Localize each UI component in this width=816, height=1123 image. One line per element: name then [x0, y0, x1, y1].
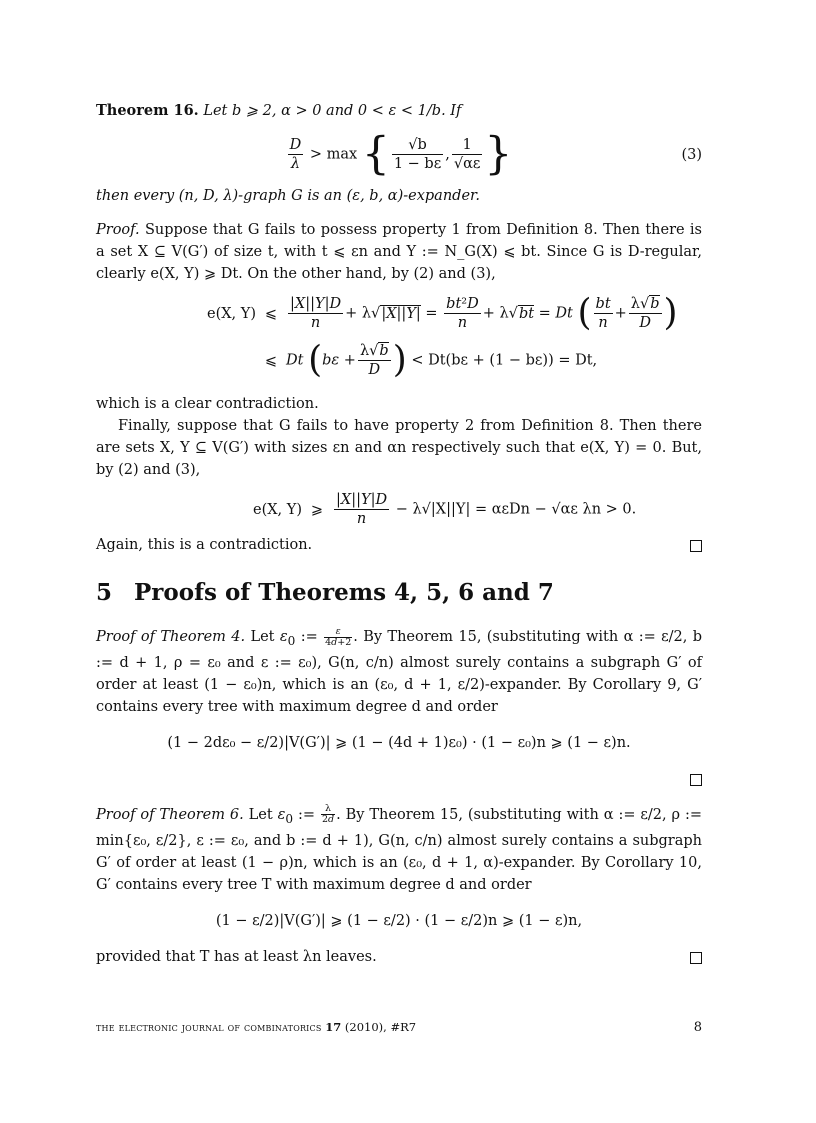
display-1-line-1: $\frac{|X||Y|D}{n}$ + λ√|X||Y| = $\frac{\text{bt²D}}{n}$ + λ√bt = Dt ( $\frac{bt}{n}$ + $\frac{\lambda√b}{D}$ ) — [290, 292, 678, 334]
proof-4-paragraph: Proof of Theorem 4. Let $\varepsilon_0$ := $\frac{\varepsilon}{4d+2}$ . By Theorem 15, (substituting with α := ε/2, b := d + 1, ρ = ε₀ and ε := ε₀), G(n, c/n) almost surely contains a subgraph G′ of order at least (1 − ε₀)n, which is an (ε₀, d + 1, ε/2)-expander. By Corollary 9, G′ contains every tree with maximum degree d and order — [96, 625, 702, 715]
proof-6-paragraph: Proof of Theorem 6. Let $\varepsilon_0$ := $\frac{\lambda}{2d}$ . By Theorem 15, (substituting with α := ε/2, ρ := min{ε₀, ε/2}, ε := ε₀, and b := d + 1), G(n, c/n) almost surely contains a subgraph G′ of order at least (1 − ρ)n, which is an (ε₀, d + 1, α)-expander. By Corollary 10, G′ contains every tree T with maximum degree d and order — [96, 803, 702, 893]
page-body — [96, 100, 702, 968]
footer-journal: the electronic journal of combinatorics — [96, 1020, 322, 1034]
footer-year-article: (2010), #R7 — [344, 1020, 417, 1034]
proof-16-display-2: e(X, Y) ⩾ $\frac{|X||Y|D}{n}$ − λ√|X||Y| = αεDn − √αε λn > 0. — [192, 491, 702, 528]
section-heading — [96, 579, 702, 606]
display-1-line-2: Dt (bε + $\frac{\lambda√b}{D}$ ) < Dt(bε + (1 − bε)) = Dt, — [286, 339, 598, 381]
qed-symbol — [690, 952, 702, 964]
page-footer — [96, 1020, 702, 1034]
page-number: 8 — [693, 1020, 702, 1035]
proof-6-display: (1 − ε/2)|V(G′)| ⩾ (1 − ε/2) · (1 − ε/2)n ⩾ (1 − ε)n, — [215, 912, 583, 929]
proof-16-display-1: e(X, Y) ⩽ $\frac{|X||Y|D}{n}$ + λ√|X||Y| = $\frac{\text{bt²D}}{n}$ + λ√bt = Dt ( $\frac{bt}{n}$ + $\frac{\lambda√b}{D}$ ) ⩽ Dt (bε + $\frac{\lambda√b}{D}$ ) < Dt(bε + (1 − bε)) = Dt, — [146, 295, 702, 379]
proof-label: Proof. — [96, 222, 140, 238]
eq3-lhs-fraction: $\frac{D}{\lambda}$ — [289, 137, 302, 172]
qed-symbol — [690, 540, 702, 552]
eq3-fraction-2: $\frac{1}{√\alpha\varepsilon}$ — [453, 137, 481, 172]
proof-16-paragraph-1: Proof. Suppose that G fails to possess property 1 from Definition 8. Then there is a set X ⊆ V(G′) of size t, with t ⩽ εn and Y := N_G(X) ⩽ bt. Since G is D-regular, clearly e(X, Y) ⩾ Dt. On the other hand, by (2) and (3), — [96, 222, 702, 282]
footer-volume: 17 — [325, 1020, 342, 1034]
eq3-relation: > max — [309, 146, 358, 163]
theorem-statement: Let b ⩾ 2, α > 0 and 0 < ε < 1/b. If — [203, 103, 462, 119]
theorem-label: Theorem 16. — [96, 102, 199, 119]
eq3-fraction-1: $\frac{√b}{1 - b\varepsilon}$ — [393, 137, 442, 172]
proof-4-end — [96, 768, 702, 790]
qed-symbol — [690, 774, 702, 786]
theorem-conclusion: then every (n, D, λ)-graph G is an (ε, b, α)-expander. — [96, 188, 480, 204]
proof-16-paragraph-2: Finally, suppose that G fails to have property 2 from Definition 8. Then there are sets X, Y ⊆ V(G′) with sizes εn and αn respectively such that e(X, Y) = 0. But, by (2) and (3), — [96, 418, 702, 478]
equation-number: (3) — [681, 146, 702, 163]
section-number: 5 — [96, 579, 113, 606]
proof-16-after-1: which is a clear contradiction. — [96, 396, 319, 412]
display-2-line: $\frac{|X||Y|D}{n}$ − λ√|X||Y| = αεDn − √αε λn > 0. — [336, 492, 637, 527]
proof-6-label: Proof of Theorem 6. — [96, 806, 244, 823]
proof-4-display: (1 − 2dε₀ − ε/2)|V(G′)| ⩾ (1 − (4d + 1)ε₀) · (1 − ε₀)n ⩾ (1 − ε)n. — [167, 734, 631, 751]
equation-3: $\frac{D}{\lambda}$ > max { $\frac{√b}{1 - b\varepsilon}$ , $\frac{1}{√\alpha\varepsilon}$ } (3) — [289, 128, 702, 180]
proof-16-end: Again, this is a contradiction. — [96, 534, 702, 556]
proof-6-end: provided that T has at least λn leaves. — [96, 946, 702, 968]
proof-4-label: Proof of Theorem 4. — [96, 629, 246, 645]
section-title: Proofs of Theorems 4, 5, 6 and 7 — [134, 579, 554, 606]
theorem-16 — [96, 100, 702, 122]
